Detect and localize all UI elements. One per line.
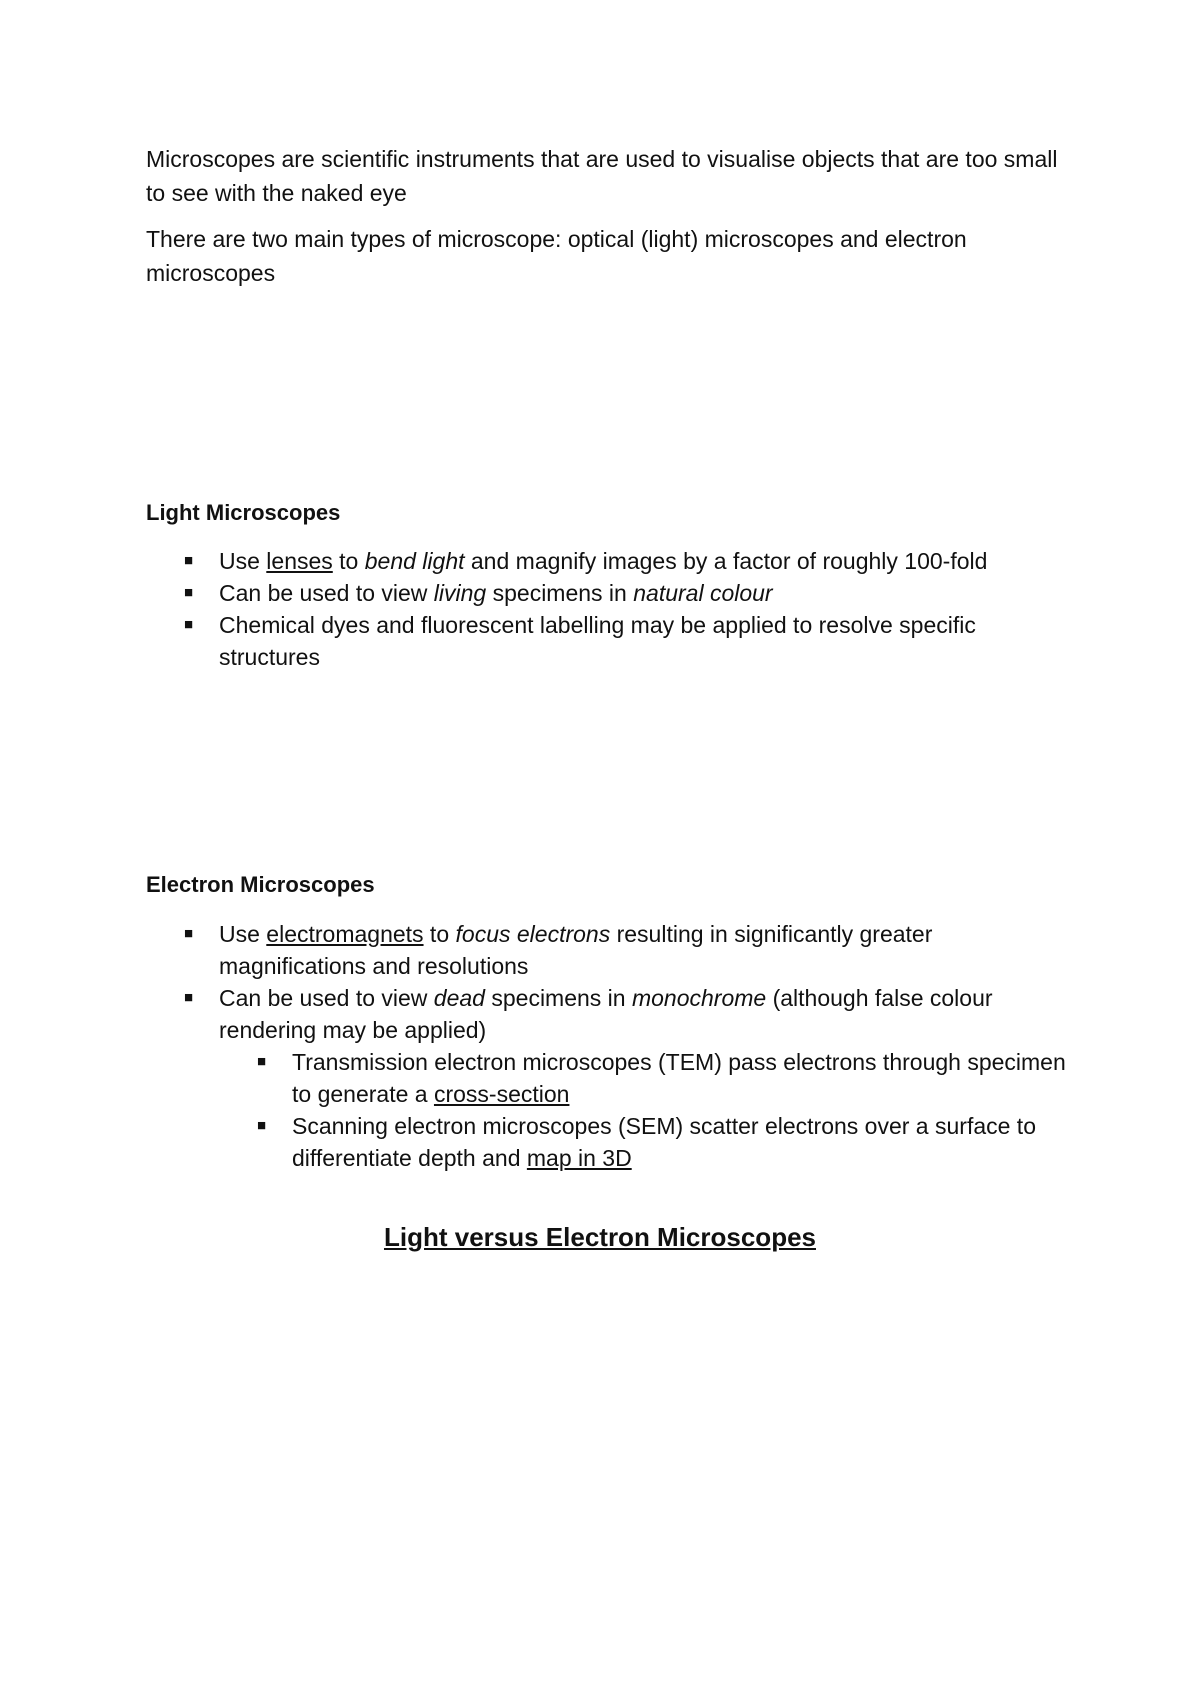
list-item: ■ Chemical dyes and fluorescent labelling may be applied to resolve specific structures bbox=[146, 609, 1066, 673]
list-item: ■ Can be used to view living specimens in natural colour bbox=[146, 577, 1066, 609]
comparison-title: Light versus Electron Microscopes bbox=[383, 1222, 816, 1252]
list-item: ■ Scanning electron microscopes (SEM) scatter electrons over a surface to differentiate depth and map in 3D bbox=[146, 1110, 1066, 1174]
bullet-icon: ■ bbox=[184, 616, 194, 633]
list-item: ■ Transmission electron microscopes (TEM) pass electrons through specimen to generate a cross-section bbox=[146, 1046, 1066, 1110]
bullet-icon: ■ bbox=[184, 552, 194, 569]
electromagnets-term: electromagnets bbox=[266, 921, 424, 947]
bullet-icon: ■ bbox=[257, 1053, 267, 1070]
lenses-term: lenses bbox=[266, 548, 333, 574]
electron-microscopes-heading: Electron Microscopes bbox=[146, 872, 375, 897]
intro-paragraph-1: Microscopes are scientific instruments that are used to visualise objects that are too small to see with the naked eye bbox=[146, 146, 1058, 206]
bullet-icon: ■ bbox=[184, 584, 194, 601]
bullet-icon: ■ bbox=[257, 1117, 267, 1134]
bullet-icon: ■ bbox=[184, 989, 194, 1006]
light-microscopes-list bbox=[146, 545, 1066, 673]
intro-paragraph-2: There are two main types of microscope: optical (light) microscopes and electron microscopes bbox=[146, 226, 967, 286]
map-in-3d-term: map in 3D bbox=[526, 1145, 632, 1171]
cross-section-term: cross-section bbox=[433, 1081, 570, 1107]
light-microscopes-heading: Light Microscopes bbox=[146, 500, 341, 525]
bullet-icon: ■ bbox=[184, 925, 194, 942]
list-item: ■ Use lenses to bend light and magnify images by a factor of roughly 100-fold bbox=[146, 545, 1066, 577]
list-item: ■ Can be used to view dead specimens in monochrome (although false colour rendering may be applied) bbox=[146, 982, 1066, 1046]
electron-microscopes-list bbox=[146, 918, 1066, 1174]
list-item: ■ Use electromagnets to focus electrons resulting in significantly greater magnifications and resolutions bbox=[146, 918, 1066, 982]
